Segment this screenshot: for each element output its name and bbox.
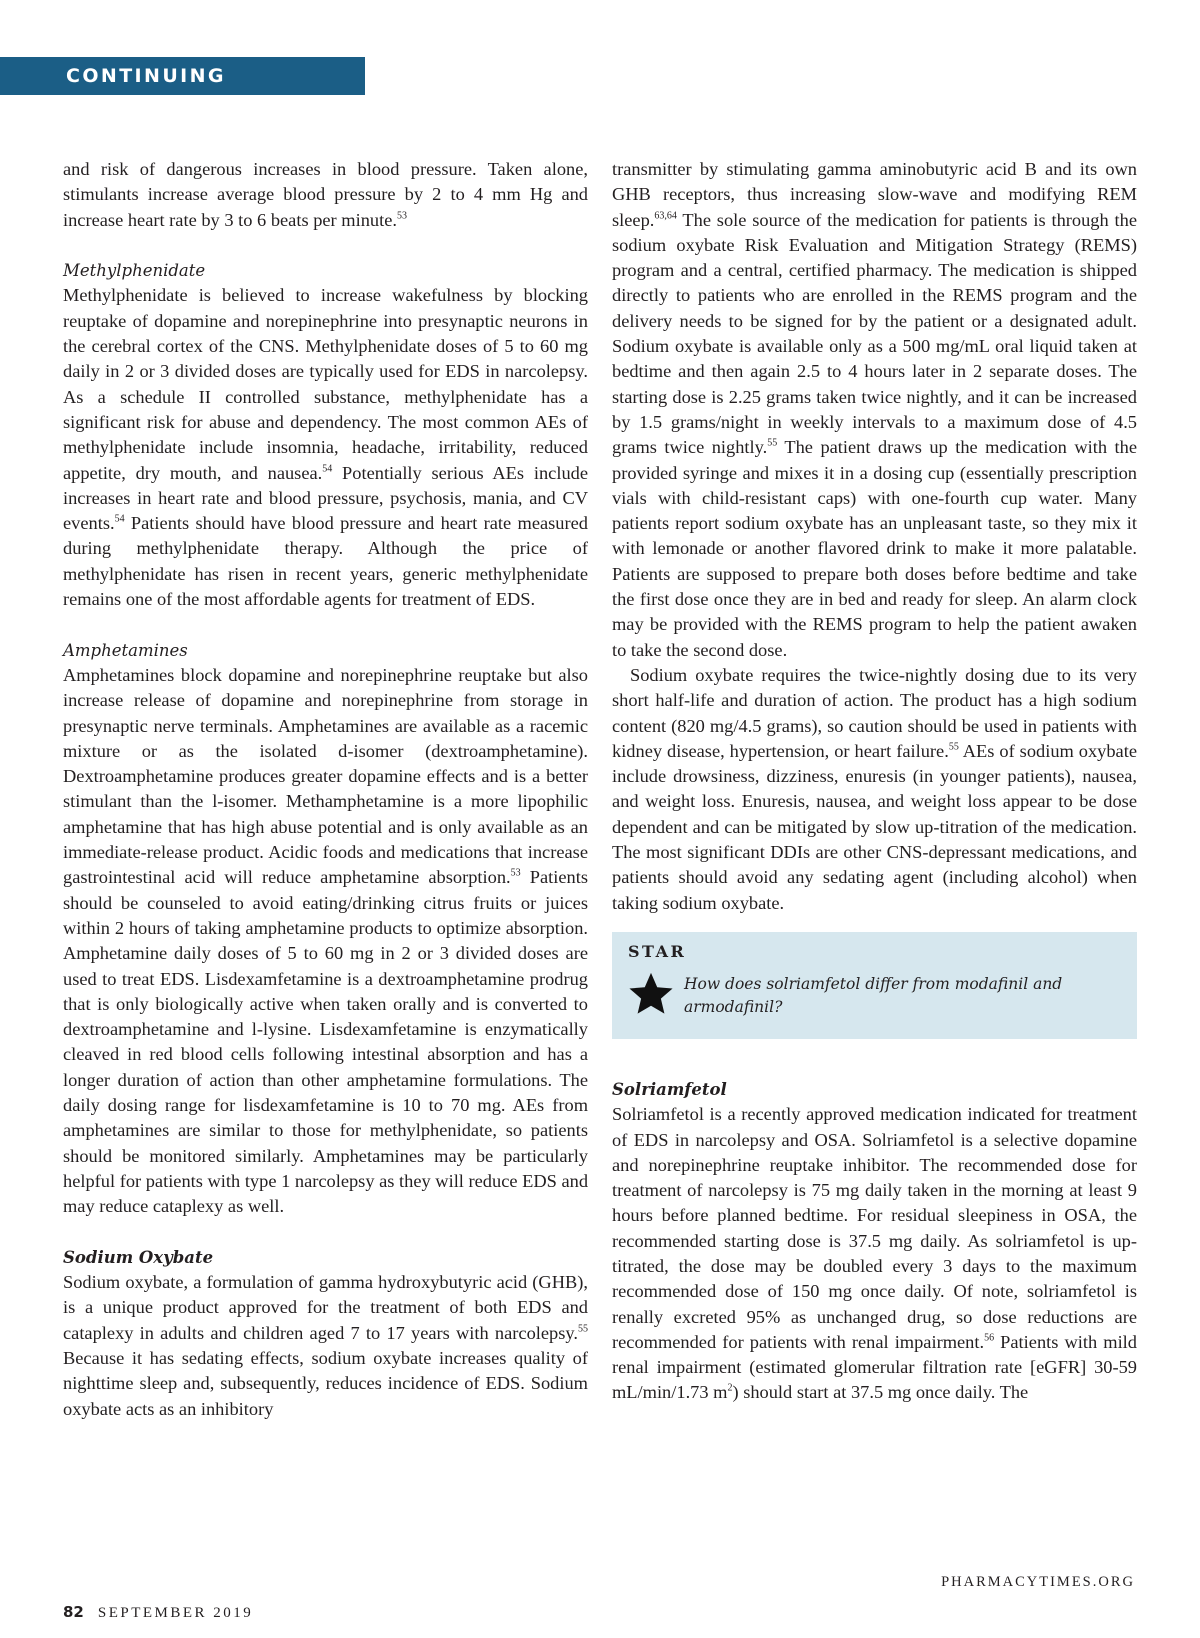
paragraph-methylphenidate <box>63 283 588 612</box>
text-run: Potentially serious AEs include increases in heart rate and blood pressure, psychosis, mania, and CV events. <box>63 462 588 534</box>
footer-issue <box>63 1603 253 1622</box>
text-run: ) should start at 37.5 mg once daily. The <box>732 1382 1029 1403</box>
citation-superscript: 54 <box>322 463 333 475</box>
paragraph-sodium-oxybate <box>63 1270 588 1422</box>
paragraph-intro <box>63 157 588 233</box>
citation-superscript: 2 <box>727 1382 733 1394</box>
citation-superscript: 53 <box>510 867 521 879</box>
star-title: STAR <box>628 941 687 961</box>
footer-website: PHARMACYTIMES.ORG <box>941 1574 1135 1590</box>
star-icon <box>628 971 674 1017</box>
text-run: The patient draws up the medication with the provided syringe and mixes it in a dosing cup (essentially prescription vials with child-resistant caps) with one-fourth cup water. Many patients report sodium oxybate has an unpleasant taste, so they mix it with lemonade or another flavored drink to make it more palatable. Patients are supposed to prepare both doses before bedtime and take the first dose once they are in bed and ready for sleep. An alarm clock may be provided with the REMS program to help the patient awaken to take the second dose. <box>612 437 1137 660</box>
heading-solriamfetol: Solriamfetol <box>612 1079 727 1099</box>
heading-amphetamines: Amphetamines <box>63 640 188 660</box>
citation-superscript: 63,64 <box>654 210 677 222</box>
text-run: Sodium oxybate requires the twice-nightly dosing due to its very short half-life and duration of action. The product has a high sodium content (820 mg/4.5 grams), so caution should be used in patients with kidney disease, hypertension, or heart failure. <box>612 664 1137 761</box>
text-run: transmitter by stimulating gamma aminobutyric acid B and its own GHB receptors, thus increasing slow-wave and modifying REM sleep. <box>612 159 1137 230</box>
citation-superscript: 53 <box>396 210 407 222</box>
text-run: Solriamfetol is a recently approved medication indicated for treatment of EDS in narcolepsy and OSA. Solriamfetol is a selective dopamine and norepinephrine reuptake inhibitor. The recommended dose for treatment of narcolepsy is 75 mg daily taken in the morning at least 9 hours before planned bedtime. For residual sleepiness in OSA, the recommended starting dose is 37.5 mg daily. As solriamfetol is up-titrated, the dose may be doubled every 3 days to the maximum recommended dose of 150 mg once daily. Of note, solriamfetol is renally excreted 95% as unchanged drug, so dose reductions are recommended for patients with renal impairment. <box>612 1104 1137 1352</box>
paragraph-amphetamines <box>63 663 588 1220</box>
paragraph-twice-nightly <box>612 663 1137 916</box>
text-run: The sole source of the medication for patients is through the sodium oxybate Risk Evaluation and Mitigation Strategy (REMS) program and a central, certified pharmacy. The medication is shipped directly to patients who are enrolled in the REMS program and the delivery needs to be signed for by the patient or a designated adult. Sodium oxybate is available only as a 500 mg/mL oral liquid taken at bedtime and then again 2.5 to 4 hours later in 2 separate doses. The starting dose is 2.25 grams taken twice nightly, and it can be increased by 1.5 grams/night in weekly intervals to a maximum dose of 4.5 grams twice nightly. <box>612 209 1137 458</box>
text-run: Patients should be counseled to avoid eating/drinking citrus fruits or juices within 2 hours of taking amphetamine products to optimize absorption. Amphetamine daily doses of 5 to 60 mg in 2 or 3 divided doses are used to treat EDS. Lisdexamfetamine is a dextroamphetamine prodrug that is only biologically active when taken orally and is converted to dextroamphetamine and l-lysine. Lisdexamfetamine is enzymatically cleaved in red blood cells following intestinal absorption and has a longer duration of action than other amphetamine formulations. The daily dosing range for lisdexamfetamine is 10 to 70 mg. AEs from amphetamines are similar to those for methylphenidate, so patients should be monitored similarly. Amphetamines may be particularly helpful for patients with type 1 narcolepsy as they will reduce EDS and may reduce cataplexy as well. <box>63 867 589 1217</box>
heading-sodium-oxybate: Sodium Oxybate <box>63 1247 214 1267</box>
page-number: 82 <box>63 1603 84 1621</box>
citation-superscript: 54 <box>114 513 125 525</box>
right-column <box>612 157 1137 1406</box>
text-run: Patients with mild renal impairment (estimated glomerular filtration rate [eGFR] 30-59 mL/min/1.73 m <box>612 1331 1137 1403</box>
text-run: AEs of sodium oxybate include drowsiness, dizziness, enuresis (in younger patients), nausea, and weight loss. Enuresis, nausea, and weight loss appear to be dose dependent and can be mitigated by slow up-titration of the medication. The most significant DDIs are other CNS-depressant medications, and patients should avoid any sedating agent (including alcohol) when taking sodium oxybate. <box>612 740 1137 913</box>
star-callout-box <box>612 932 1137 1039</box>
citation-superscript: 55 <box>948 741 959 753</box>
paragraph-solriamfetol <box>612 1102 1137 1406</box>
section-banner <box>0 57 365 125</box>
text-run: Sodium oxybate, a formulation of gamma hydroxybutyric acid (GHB), is a unique product approved for the treatment of both EDS and cataplexy in adults and children aged 7 to 17 years with narcolepsy. <box>63 1272 588 1343</box>
left-column <box>63 157 588 1422</box>
text-run: Because it has sedating effects, sodium oxybate increases quality of nighttime sleep and, subsequently, reduces incidence of EDS. Sodium oxybate acts as an inhibitory <box>63 1347 588 1419</box>
section-title: CONTINUING EDUCATION <box>66 65 226 125</box>
text-run: and risk of dangerous increases in blood pressure. Taken alone, stimulants increase average blood pressure by 2 to 4 mm Hg and increase heart rate by 3 to 6 beats per minute. <box>63 159 588 230</box>
citation-superscript: 55 <box>578 1323 588 1335</box>
issue-date: SEPTEMBER 2019 <box>97 1605 254 1621</box>
text-run: Methylphenidate is believed to increase wakefulness by blocking reuptake of dopamine and norepinephrine into presynaptic neurons in the cerebral cortex of the CNS. Methylphenidate doses of 5 to 60 mg daily in 2 or 3 divided doses are typically used for EDS in narcolepsy. As a schedule II controlled substance, methylphenidate has a significant risk for abuse and dependency. The most common AEs of methylphenidate include insomnia, headache, irritability, reduced appetite, dry mouth, and nausea. <box>63 285 588 483</box>
heading-methylphenidate: Methylphenidate <box>63 261 206 281</box>
paragraph-sodium-oxybate-continued <box>612 157 1137 663</box>
citation-superscript: 56 <box>984 1332 995 1344</box>
text-run: Patients should have blood pressure and heart rate measured during methylphenidate therapy. Although the price of methylphenidate has risen in recent years, generic methylphenidate remains one of the most affordable agents for treatment of EDS. <box>63 513 588 610</box>
text-run: Amphetamines block dopamine and norepinephrine reuptake but also increase release of dopamine and norepinephrine from storage in presynaptic nerve terminals. Amphetamines are available as a racemic mixture or as the isolated d-isomer (dextroamphetamine). Dextroamphetamine produces greater dopamine effects and is a better stimulant than the l-isomer. Methamphetamine is a more lipophilic amphetamine that has high abuse potential and is only available as an immediate-release product. Acidic foods and medications that increase gastrointestinal acid will reduce amphetamine absorption. <box>63 664 588 888</box>
star-question: How does solriamfetol differ from modafinil and armodafinil? <box>684 974 1063 1016</box>
citation-superscript: 55 <box>767 437 778 449</box>
